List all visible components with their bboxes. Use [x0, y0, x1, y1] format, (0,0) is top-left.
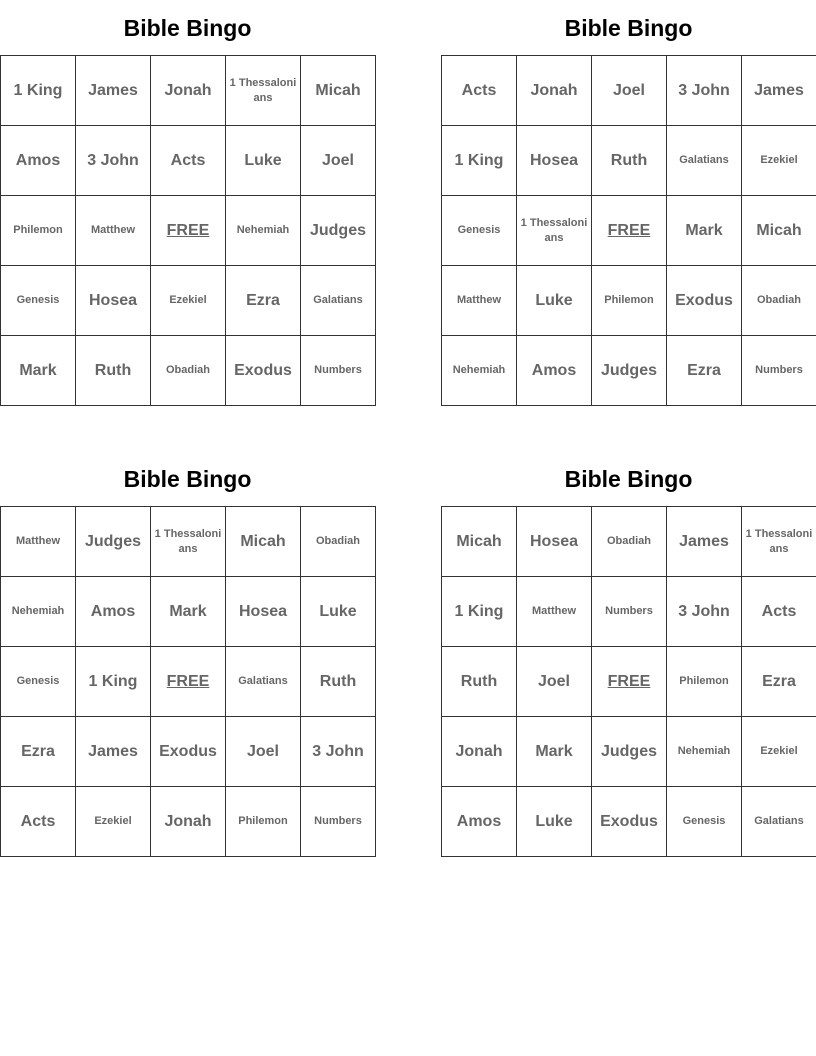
bingo-cell: Jonah — [151, 56, 226, 126]
bingo-cell: Jonah — [442, 717, 517, 787]
bingo-cell: Micah — [742, 196, 816, 266]
bingo-cell: Jonah — [517, 56, 592, 126]
bingo-cell: Ezekiel — [742, 126, 816, 196]
bingo-cell: Acts — [151, 126, 226, 196]
bingo-cell: Joel — [592, 56, 667, 126]
bingo-cell: Galatians — [667, 126, 742, 196]
bingo-cell: 1 King — [442, 126, 517, 196]
grid-row — [1, 787, 376, 857]
bingo-cell: Mark — [1, 336, 76, 406]
bingo-cell: 1 Thessalonians — [517, 196, 592, 266]
grid-row — [1, 266, 376, 336]
bingo-cell: Luke — [301, 577, 376, 647]
bingo-cell: Ezekiel — [151, 266, 226, 336]
bingo-cell: Philemon — [667, 647, 742, 717]
bingo-cell: 3 John — [667, 56, 742, 126]
bingo-cell: Luke — [517, 266, 592, 336]
bingo-cell: Matthew — [517, 577, 592, 647]
bingo-cell: Numbers — [301, 336, 376, 406]
bingo-grid — [0, 55, 376, 406]
bingo-cell: Philemon — [226, 787, 301, 857]
bingo-cell: Luke — [517, 787, 592, 857]
bingo-cell: Galatians — [301, 266, 376, 336]
free-space: FREE — [592, 196, 667, 266]
bingo-cell: Ruth — [76, 336, 151, 406]
bingo-cell: Genesis — [1, 266, 76, 336]
bingo-cell: 1 King — [442, 577, 517, 647]
bingo-cell: Ruth — [592, 126, 667, 196]
bingo-card-2 — [441, 0, 816, 406]
grid-row — [442, 507, 816, 577]
bingo-cell: James — [742, 56, 816, 126]
bingo-cell: Matthew — [442, 266, 517, 336]
bingo-cell: Ezekiel — [76, 787, 151, 857]
grid-row — [1, 336, 376, 406]
bingo-grid — [441, 55, 816, 406]
card-title: Bible Bingo — [564, 466, 693, 492]
free-space: FREE — [592, 647, 667, 717]
bingo-cell: Amos — [76, 577, 151, 647]
bingo-cell: James — [667, 507, 742, 577]
grid-row — [1, 717, 376, 787]
bingo-cell: Acts — [442, 56, 517, 126]
bingo-cell: Matthew — [76, 196, 151, 266]
bingo-cell: Judges — [76, 507, 151, 577]
bingo-cell: Acts — [742, 577, 816, 647]
bingo-cell: Exodus — [226, 336, 301, 406]
bingo-cell: 1 Thessalonians — [151, 507, 226, 577]
card-title: Bible Bingo — [123, 15, 252, 41]
bingo-cell: Micah — [226, 507, 301, 577]
grid-row — [442, 336, 816, 406]
bingo-cell: Mark — [151, 577, 226, 647]
bingo-grid — [0, 506, 376, 857]
grid-row — [442, 56, 816, 126]
bingo-cell: Micah — [442, 507, 517, 577]
grid-row — [442, 266, 816, 336]
bingo-cell: Jonah — [151, 787, 226, 857]
bingo-cell: Matthew — [1, 507, 76, 577]
bingo-card-1 — [0, 0, 375, 406]
bingo-cell: Numbers — [301, 787, 376, 857]
bingo-cell: Amos — [442, 787, 517, 857]
bingo-cell: Ruth — [301, 647, 376, 717]
bingo-cell: 3 John — [301, 717, 376, 787]
bingo-cell: 3 John — [667, 577, 742, 647]
bingo-cell: Micah — [301, 56, 376, 126]
bingo-cell: Ruth — [442, 647, 517, 717]
grid-row — [442, 126, 816, 196]
bingo-cell: Numbers — [742, 336, 816, 406]
bingo-cell: Nehemiah — [226, 196, 301, 266]
bingo-card-4 — [441, 451, 816, 857]
bingo-cell: Joel — [301, 126, 376, 196]
grid-row — [442, 787, 816, 857]
bingo-cell: Philemon — [592, 266, 667, 336]
bingo-cell: Genesis — [667, 787, 742, 857]
bingo-cell: Judges — [592, 336, 667, 406]
bingo-cell: Obadiah — [592, 507, 667, 577]
bingo-cell: Amos — [1, 126, 76, 196]
bingo-cell: 1 King — [76, 647, 151, 717]
bingo-cell: Judges — [592, 717, 667, 787]
bingo-cell: 1 Thessalonians — [742, 507, 816, 577]
bingo-cell: Genesis — [1, 647, 76, 717]
card-title: Bible Bingo — [123, 466, 252, 492]
free-space: FREE — [151, 647, 226, 717]
bingo-cell: James — [76, 717, 151, 787]
card-title: Bible Bingo — [564, 15, 693, 41]
bingo-cell: Obadiah — [151, 336, 226, 406]
bingo-cell: Ezekiel — [742, 717, 816, 787]
bingo-cell: Galatians — [742, 787, 816, 857]
grid-row — [1, 577, 376, 647]
grid-row — [1, 647, 376, 717]
bingo-cell: Hosea — [517, 507, 592, 577]
bingo-cell: Exodus — [592, 787, 667, 857]
grid-row — [442, 577, 816, 647]
bingo-cell: Hosea — [76, 266, 151, 336]
grid-row — [1, 196, 376, 266]
bingo-cell: Galatians — [226, 647, 301, 717]
free-space: FREE — [151, 196, 226, 266]
bingo-cell: James — [76, 56, 151, 126]
bingo-cell: Exodus — [151, 717, 226, 787]
bingo-cell: Joel — [226, 717, 301, 787]
bingo-cell: Nehemiah — [667, 717, 742, 787]
bingo-cell: Hosea — [517, 126, 592, 196]
bingo-cell: Amos — [517, 336, 592, 406]
bingo-cell: Mark — [517, 717, 592, 787]
bingo-cell: Numbers — [592, 577, 667, 647]
bingo-cell: 1 Thessalonians — [226, 56, 301, 126]
bingo-cell: Luke — [226, 126, 301, 196]
bingo-cell: Joel — [517, 647, 592, 717]
bingo-cell: 3 John — [76, 126, 151, 196]
bingo-cell: Philemon — [1, 196, 76, 266]
bingo-cell: Exodus — [667, 266, 742, 336]
bingo-cell: Ezra — [667, 336, 742, 406]
grid-row — [1, 56, 376, 126]
bingo-cell: Nehemiah — [442, 336, 517, 406]
bingo-cell: Acts — [1, 787, 76, 857]
bingo-card-3 — [0, 451, 375, 857]
grid-row — [1, 507, 376, 577]
bingo-cell: Ezra — [742, 647, 816, 717]
grid-row — [1, 126, 376, 196]
grid-row — [442, 196, 816, 266]
grid-row — [442, 717, 816, 787]
bingo-grid — [441, 506, 816, 857]
bingo-cell: Ezra — [1, 717, 76, 787]
bingo-cell: Obadiah — [742, 266, 816, 336]
bingo-cell: Nehemiah — [1, 577, 76, 647]
bingo-cell: Hosea — [226, 577, 301, 647]
bingo-cell: Judges — [301, 196, 376, 266]
bingo-cell: Mark — [667, 196, 742, 266]
bingo-cell: 1 King — [1, 56, 76, 126]
bingo-cell: Ezra — [226, 266, 301, 336]
bingo-cell: Genesis — [442, 196, 517, 266]
bingo-cell: Obadiah — [301, 507, 376, 577]
grid-row — [442, 647, 816, 717]
